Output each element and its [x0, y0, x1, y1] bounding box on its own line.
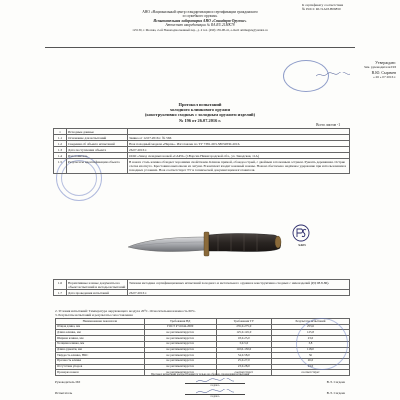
documents-table [53, 279, 350, 296]
source-row-number: 1.4 [54, 153, 67, 159]
signature-caption: подпись [210, 394, 220, 398]
results-cell: соответствует [216, 370, 271, 376]
signature-role: Испытатель [55, 391, 73, 395]
signature-name: В.Э. Сагдеев [326, 391, 345, 395]
lab-address: 125130, г. Москва, 2-ой Новоподмосковный пер., д. 4 тел. (499) 159-98-41, e-mail: ammugun@yandex.ru [132, 27, 268, 32]
source-row-number: 1.1 [54, 135, 67, 141]
results-cell: Длина рукояти, мм [56, 347, 145, 353]
results-cell: 24,0 [271, 364, 349, 370]
handwritten-signature [195, 378, 235, 384]
source-data-table [53, 128, 350, 174]
results-cell: не регламентируется [144, 341, 216, 347]
results-cell: не регламентируется [144, 364, 216, 370]
pct-certification-mark-icon [292, 224, 310, 244]
results-cell: соответствует [271, 370, 349, 376]
round-stamp [296, 318, 348, 370]
results-cell: 125,8 [271, 330, 349, 336]
lab-name: Испытательная лаборатория АНО «Стандарт-Оружие» [153, 18, 247, 23]
results-cell: Длина клинка, мм [56, 330, 145, 336]
results-header-cell: Результаты испытаний [271, 319, 349, 325]
results-cell: 118,0 [271, 347, 349, 353]
source-row-label: Основание для испытаний [67, 135, 128, 141]
results-cell: Твёрдость клинка, HRC [56, 353, 145, 359]
source-row-value: В ножах сталь клинка обладает хорошими свойствами. Клинок прямой, обоюдоострый, с двойным заточенным острием. Рукоять деревянная. Острие слегка изогнуто. Крестовина выполнена из латуни. В комплект входит кожаный ножны. Ножом обеспечено надёжное удержание при использовании в походных условиях. Нож соответствует ТУ и технической документации изготовителя. [128, 159, 350, 173]
results-cell: Прочность клинка [56, 358, 145, 364]
title-pages: Всего листов -1 [316, 122, 340, 127]
results-cell: 253,6 [271, 324, 349, 330]
approval-label: Утверждаю: [375, 60, 396, 65]
approval-name: В.Ю. Сырачев [371, 70, 396, 75]
results-cell: 235,0-275,0 [216, 324, 271, 330]
pct-mark-label: SA03 [298, 243, 306, 247]
results-cell: Отсутствие упоров [56, 364, 145, 370]
certificate-note-line1: К сертификату соответствия [302, 3, 344, 7]
document-row-label: Дата проведения испытаний [67, 290, 128, 296]
signature-caption: подпись [210, 383, 220, 387]
source-row-value: 26.07.2016 г. [128, 147, 350, 153]
org-line1: АНО «Национальный центр стандартизации и сертификации гражданского [142, 10, 258, 14]
approval-role: Зам. руководителя ИЛ [363, 65, 396, 69]
source-row-label: Дата поступления объекта [67, 147, 128, 153]
source-row-value: ООО «Завод складных ножей «САРО» (г.Ворсма Нижегородской обл., ул. Заводская, 11А) [128, 153, 350, 159]
source-row-value: Нож походный модели «Нерпа». Изготовлен по ТУ 7381-003-58032830-2016. [128, 141, 350, 147]
signature-note: Протокол испытаний распространяется только на образец, прошедший испытания [150, 373, 250, 376]
handwritten-signature [195, 389, 235, 395]
knife-photo [126, 222, 284, 267]
source-row-label: Сведения об объекте испытаний [67, 141, 128, 147]
org-line2: и служебного оружия» [182, 14, 218, 19]
conditions-line: 2. Условия испытаний: Температура окружающего воздуха 20°С. Относительная влажность 60%. [55, 309, 196, 313]
results-cell: 3,8 [271, 341, 349, 347]
results-header-cell: Требования НД [144, 319, 216, 325]
results-cell: Проверка ножен [56, 370, 145, 376]
results-cell: 26,0 [271, 358, 349, 364]
results-cell: 3,0-5,0 [216, 341, 271, 347]
signature-name: В.Э. Сагдеев [326, 380, 345, 384]
source-row-number: 1.3 [54, 147, 67, 153]
results-cell: не регламентируется [144, 347, 216, 353]
source-row-number: 1.2 [54, 141, 67, 147]
document-row-value: 26.07.2016 г. [128, 290, 350, 296]
results-cell: 56 [271, 353, 349, 359]
results-header-cell: Наименование показателя [56, 319, 145, 325]
results-cell: 125,0-145,0 [216, 330, 271, 336]
results-cell: Толщина клинка, мм [56, 341, 145, 347]
header-rule [45, 47, 355, 48]
results-cell: ГОСТ Р 51644-2000 [144, 324, 216, 330]
results-cell: не регламентируется [144, 330, 216, 336]
document-row-number: 1.6 [54, 280, 67, 290]
certificate-note-line2: № РОСС RU.SA03.B06850 [302, 7, 341, 12]
approval-signature [315, 72, 351, 78]
document-row-label: Нормативные и иные документы на объект испытаний и методы испытаний [67, 280, 128, 290]
title-line3: (конструктивно сходных с холодным оружием изделий) [144, 112, 256, 118]
lab-header [50, 10, 350, 32]
results-cell: 23,0-28,0 [216, 364, 271, 370]
results-cell: 110,0-130,0 [216, 347, 271, 353]
table-row [54, 159, 350, 173]
results-cell: не регламентируется [144, 336, 216, 342]
source-row-number: 1.5 [54, 159, 67, 173]
results-heading: 3. Результаты испытаний и результаты сопоставления [55, 313, 133, 318]
results-cell: 25,0-27,0 [216, 358, 271, 364]
approval-date: « 26 » 07 2016 г. [372, 75, 396, 79]
results-cell: не регламентируется [144, 358, 216, 364]
title-line4: № 196 от 26.07.2016 г. [178, 117, 222, 123]
title-line1: Протокол испытаний [178, 102, 222, 107]
results-cell: Общая длина, мм [56, 324, 145, 330]
results-cell: не регламентируется [144, 353, 216, 359]
results-header-cell: Требования ТУ [216, 319, 271, 325]
results-cell: 18,0-25,0 [216, 336, 271, 342]
source-row-number: 1 [54, 129, 67, 135]
table-row [54, 280, 350, 290]
results-cell: Ширина клинка, мм [56, 336, 145, 342]
signature-role: Руководитель ИЛ [55, 380, 81, 384]
results-cell: 54,0-58,0 [216, 353, 271, 359]
results-cell: не регламентируется [144, 370, 216, 376]
source-row-label: Исходные данные [67, 129, 128, 135]
accreditation: Аттестат аккредитации № RA.RU.21MK78 [165, 23, 235, 28]
protocol-title [60, 102, 340, 128]
results-cell: 23,0 [271, 336, 349, 342]
source-row-label: Изготовитель [67, 153, 128, 159]
document-row-number: 1.7 [54, 290, 67, 296]
title-line2: холодного клинкового оружия [170, 107, 230, 113]
source-row-label: Результаты идентификации объекта [67, 159, 128, 173]
source-row-value: Заявка от 12.07.2016 г. № 566 [128, 135, 350, 141]
table-row [54, 290, 350, 296]
document-row-value: Типовая методика сертификационных испытаний холодного и метательного оружия и конструктивно сходных с ним изделий (РД 08.8-86). [128, 280, 350, 290]
test-conditions [55, 309, 350, 317]
